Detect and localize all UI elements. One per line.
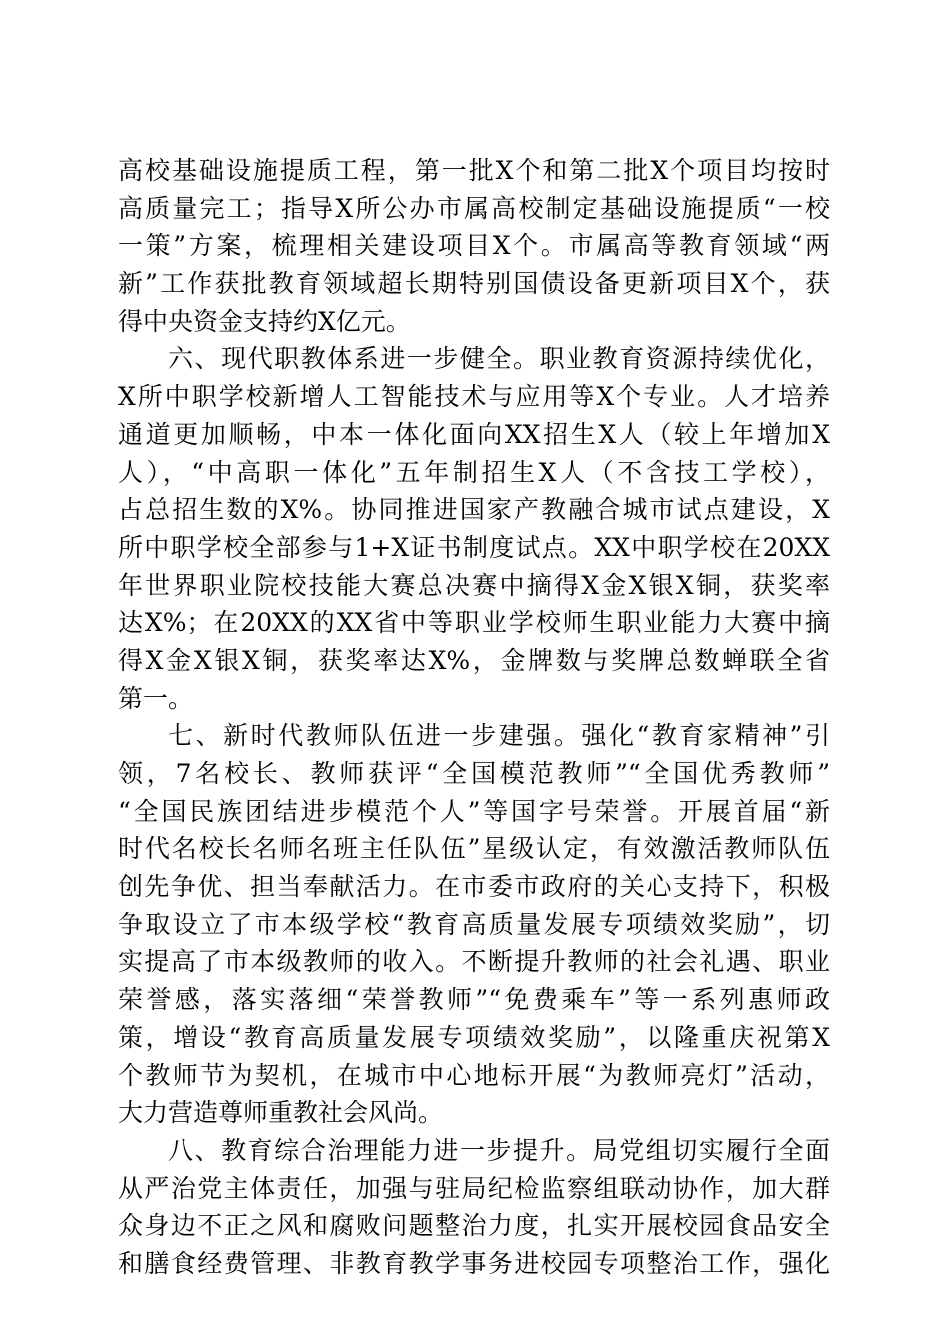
text-line: 和膳食经费管理、非教育教学事务进校园专项整治工作，强化	[118, 1248, 830, 1278]
paragraph-governance	[118, 1132, 830, 1283]
text-line: 高质量完工；指导X所公办市属高校制定基础设施提质“一校	[118, 193, 830, 223]
text-line: 高校基础设施提质工程，第一批X个和第二批X个项目均按时	[118, 156, 830, 185]
text-line: 得中央资金支持约X亿元。	[118, 306, 411, 336]
text-line: 个教师节为契机，在城市中心地标开展“为教师亮灯”活动，	[118, 1060, 830, 1090]
text-line: 八、教育综合治理能力进一步提升。局党组切实履行全面	[168, 1135, 830, 1165]
paragraph-teacher-team	[118, 717, 830, 1132]
text-line: 六、现代职教体系进一步健全。职业教育资源持续优化，	[168, 344, 830, 374]
paragraph-infrastructure	[118, 152, 830, 340]
paragraph-vocational-education	[118, 340, 830, 717]
text-line: 所中职学校全部参与1+X证书制度试点。XX中职学校在20XX	[118, 532, 830, 562]
text-line: 荣誉感，落实落细“荣誉教师”“免费乘车”等一系列惠师政	[118, 985, 830, 1015]
text-line: 领，7名校长、教师获评“全国模范教师”“全国优秀教师”	[118, 759, 830, 788]
text-line: 大力营造尊师重教社会风尚。	[118, 1098, 444, 1128]
text-line: 占总招生数的X%。协同推进国家产教融合城市试点建设，X	[118, 495, 830, 525]
text-line: 得X金X银X铜，获奖率达X%，金牌数与奖牌总数蝉联全省	[118, 645, 830, 675]
text-line: 众身边不正之风和腐败问题整治力度，扎实开展校园食品安全	[118, 1211, 830, 1241]
text-line: 通道更加顺畅，中本一体化面向XX招生X人（较上年增加X	[118, 419, 830, 449]
text-line: 达X%；在20XX的XX省中等职业学校师生职业能力大赛中摘	[118, 608, 830, 638]
text-line: X所中职学校新增人工智能技术与应用等X个专业。人才培养	[118, 382, 830, 412]
text-line: 第一。	[118, 683, 194, 713]
text-line: 从严治党主体责任，加强与驻局纪检监察组联动协作，加大群	[118, 1173, 830, 1203]
document-page	[118, 152, 830, 1283]
text-line: 策，增设“教育高质量发展专项绩效奖励”，以隆重庆祝第X	[118, 1022, 830, 1052]
text-line: 人），“中高职一体化”五年制招生X人（不含技工学校），	[118, 457, 830, 487]
text-line: 时代名校长名师名班主任队伍”星级认定，有效激活教师队伍	[118, 834, 830, 864]
text-line: 新”工作获批教育领域超长期特别国债设备更新项目X个，获	[118, 269, 830, 299]
text-line: 争取设立了市本级学校“教育高质量发展专项绩效奖励”，切	[118, 909, 830, 939]
text-line: 年世界职业院校技能大赛总决赛中摘得X金X银X铜，获奖率	[118, 570, 830, 600]
text-line: 一策”方案，梳理相关建设项目X个。市属高等教育领域“两	[118, 231, 830, 261]
text-line: “全国民族团结进步模范个人”等国字号荣誉。开展首届“新	[118, 796, 830, 826]
text-line: 七、新时代教师队伍进一步建强。强化“教育家精神”引	[168, 721, 830, 751]
text-line: 创先争优、担当奉献活力。在市委市政府的关心支持下，积极	[118, 872, 830, 902]
text-line: 实提高了市本级教师的收入。不断提升教师的社会礼遇、职业	[118, 947, 830, 977]
